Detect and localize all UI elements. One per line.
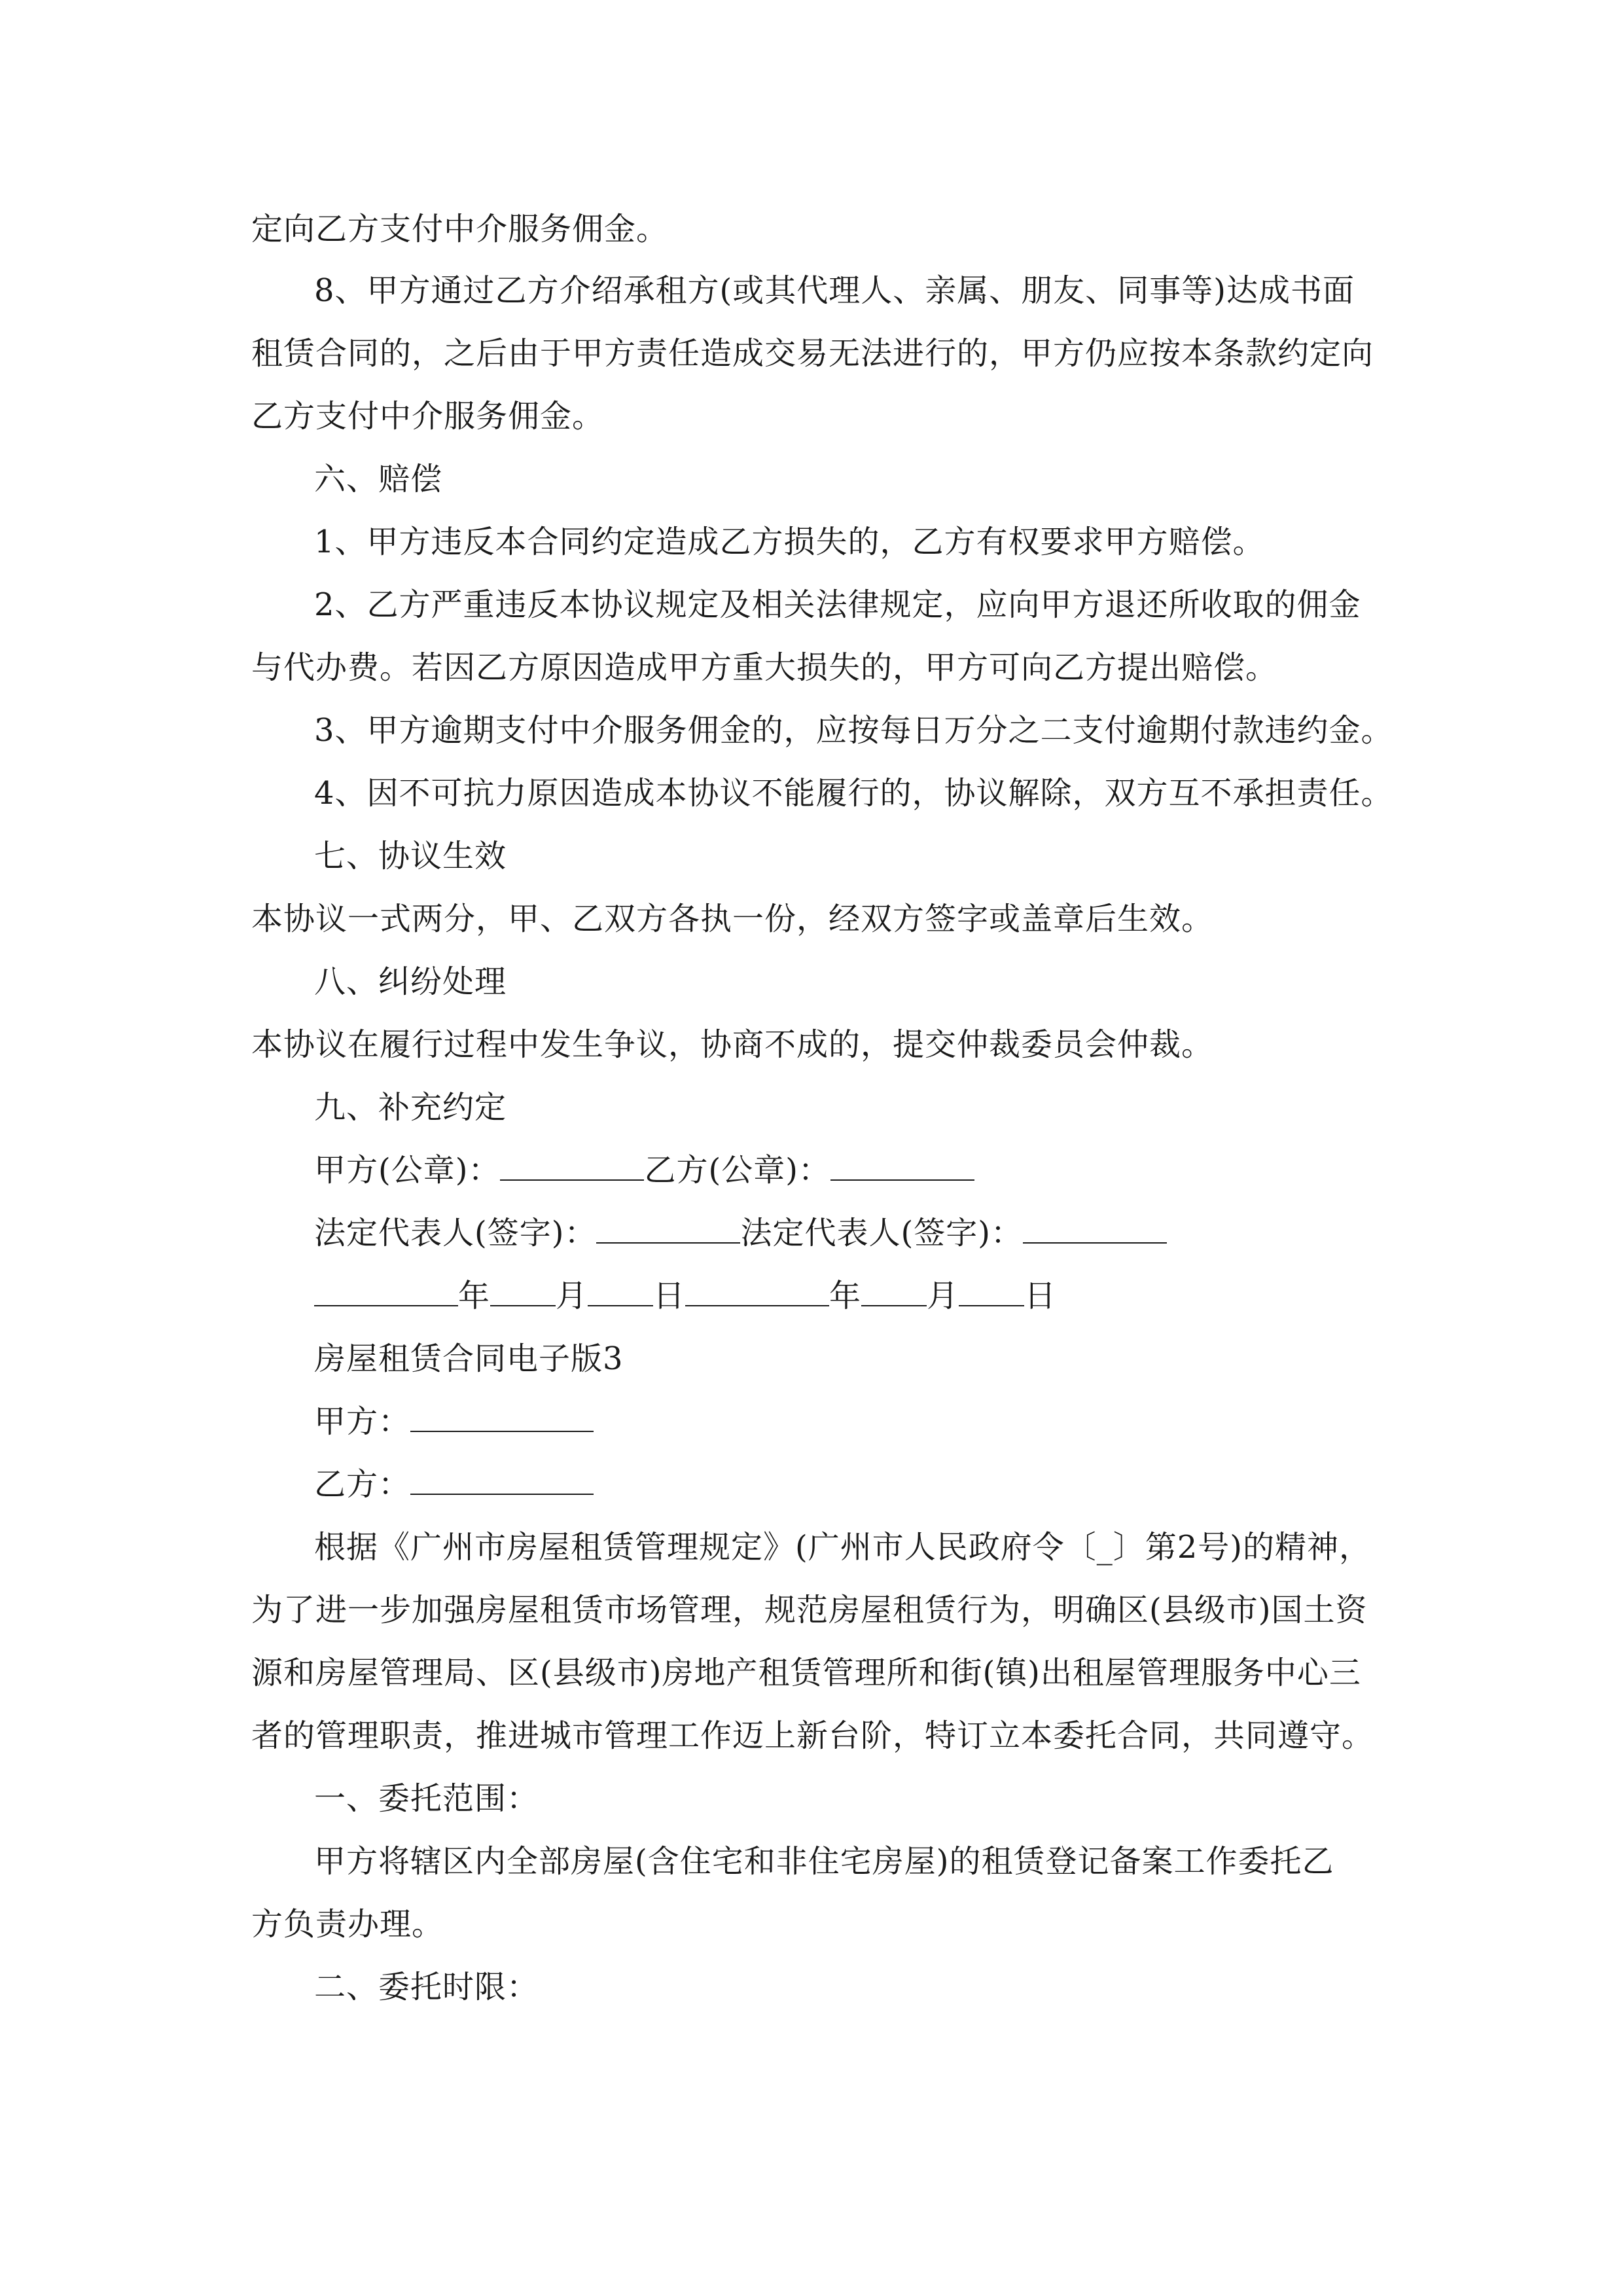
year-label: 年 (458, 1278, 491, 1314)
contract-title: 房屋租赁合同电子版3 (314, 1340, 624, 1377)
party-b-legal-rep-blank[interactable] (1023, 1213, 1167, 1244)
compensation-clause-3: 3、甲方逾期支付中介服务佣金的，应按每日万分之二支付逾期付款违约金。 (314, 712, 1393, 749)
preamble-line-2: 为了进一步加强房屋租赁市场管理，规范房屋租赁行为，明确区(县级市)国土资 (251, 1592, 1368, 1628)
party-b-label: 乙方： (314, 1466, 411, 1503)
month-label: 月 (556, 1278, 588, 1314)
compensation-clause-2-line-1: 2、乙方严重违反本协议规定及相关法律规定，应向甲方退还所收取的佣金 (314, 586, 1361, 623)
section-heading-supplement: 九、补充约定 (314, 1089, 507, 1126)
legal-rep-line (314, 1213, 1466, 1253)
month-label: 月 (927, 1278, 959, 1314)
day-blank-b[interactable] (959, 1276, 1024, 1306)
preamble-line-4: 者的管理职责，推进城市管理工作迈上新台阶，特订立本委托合同，共同遵守。 (251, 1717, 1374, 1754)
seal-line (314, 1151, 1466, 1190)
party-a-line (314, 1402, 1466, 1441)
section-heading-compensation: 六、赔偿 (314, 461, 443, 497)
section-heading-term: 二、委托时限： (314, 1969, 539, 2005)
party-b-legal-rep-label: 法定代表人(签字)： (740, 1215, 1023, 1251)
preamble-line-3: 源和房屋管理局、区(县级市)房地产租赁管理所和街(镇)出租屋管理服务中心三 (251, 1655, 1361, 1691)
year-label: 年 (829, 1278, 862, 1314)
effect-clause: 本协议一式两分，甲、乙双方各执一份，经双方签字或盖章后生效。 (251, 901, 1214, 937)
compensation-clause-4: 4、因不可抗力原因造成本协议不能履行的，协议解除，双方互不承担责任。 (314, 775, 1393, 812)
preamble-line-1: 根据《广州市房屋租赁管理规定》(广州市人民政府令〔_〕第2号)的精神， (314, 1529, 1371, 1566)
date-line (314, 1276, 1466, 1316)
year-blank-a[interactable] (314, 1276, 458, 1306)
party-b-seal-label: 乙方(公章)： (644, 1152, 830, 1189)
dispute-clause: 本协议在履行过程中发生争议，协商不成的，提交仲裁委员会仲裁。 (251, 1026, 1214, 1063)
day-blank-a[interactable] (588, 1276, 653, 1306)
section-heading-dispute: 八、纠纷处理 (314, 963, 507, 1000)
party-b-seal-blank[interactable] (830, 1151, 974, 1181)
clause-8-line-2: 租赁合同的，之后由于甲方责任造成交易无法进行的，甲方仍应按本条款约定向 (251, 335, 1374, 372)
text-line: 定向乙方支付中介服务佣金。 (251, 211, 669, 247)
party-b-line (314, 1465, 1466, 1504)
year-blank-b[interactable] (685, 1276, 829, 1306)
section-heading-effect: 七、协议生效 (314, 838, 507, 874)
party-a-legal-rep-label: 法定代表人(签字)： (314, 1215, 597, 1251)
compensation-clause-1: 1、甲方违反本合同约定造成乙方损失的，乙方有权要求甲方赔偿。 (314, 524, 1265, 560)
party-a-legal-rep-blank[interactable] (596, 1213, 740, 1244)
section-heading-scope: 一、委托范围： (314, 1780, 539, 1817)
month-blank-b[interactable] (861, 1276, 927, 1306)
clause-8-line-3: 乙方支付中介服务佣金。 (251, 398, 605, 435)
clause-8-line-1: 8、甲方通过乙方介绍承租方(或其代理人、亲属、朋友、同事等)达成书面 (314, 272, 1355, 309)
party-a-blank[interactable] (410, 1402, 594, 1432)
compensation-clause-2-line-2: 与代办费。若因乙方原因造成甲方重大损失的，甲方可向乙方提出赔偿。 (251, 649, 1278, 686)
scope-clause-line-1: 甲方将辖区内全部房屋(含住宅和非住宅房屋)的租赁登记备案工作委托乙 (314, 1843, 1334, 1880)
day-label: 日 (1024, 1278, 1057, 1314)
day-label: 日 (653, 1278, 686, 1314)
scope-clause-line-2: 方负责办理。 (251, 1906, 444, 1943)
party-b-blank[interactable] (410, 1465, 594, 1495)
month-blank-a[interactable] (490, 1276, 556, 1306)
party-a-seal-label: 甲方(公章)： (314, 1152, 501, 1189)
party-a-seal-blank[interactable] (500, 1151, 644, 1181)
party-a-label: 甲方： (314, 1403, 411, 1440)
